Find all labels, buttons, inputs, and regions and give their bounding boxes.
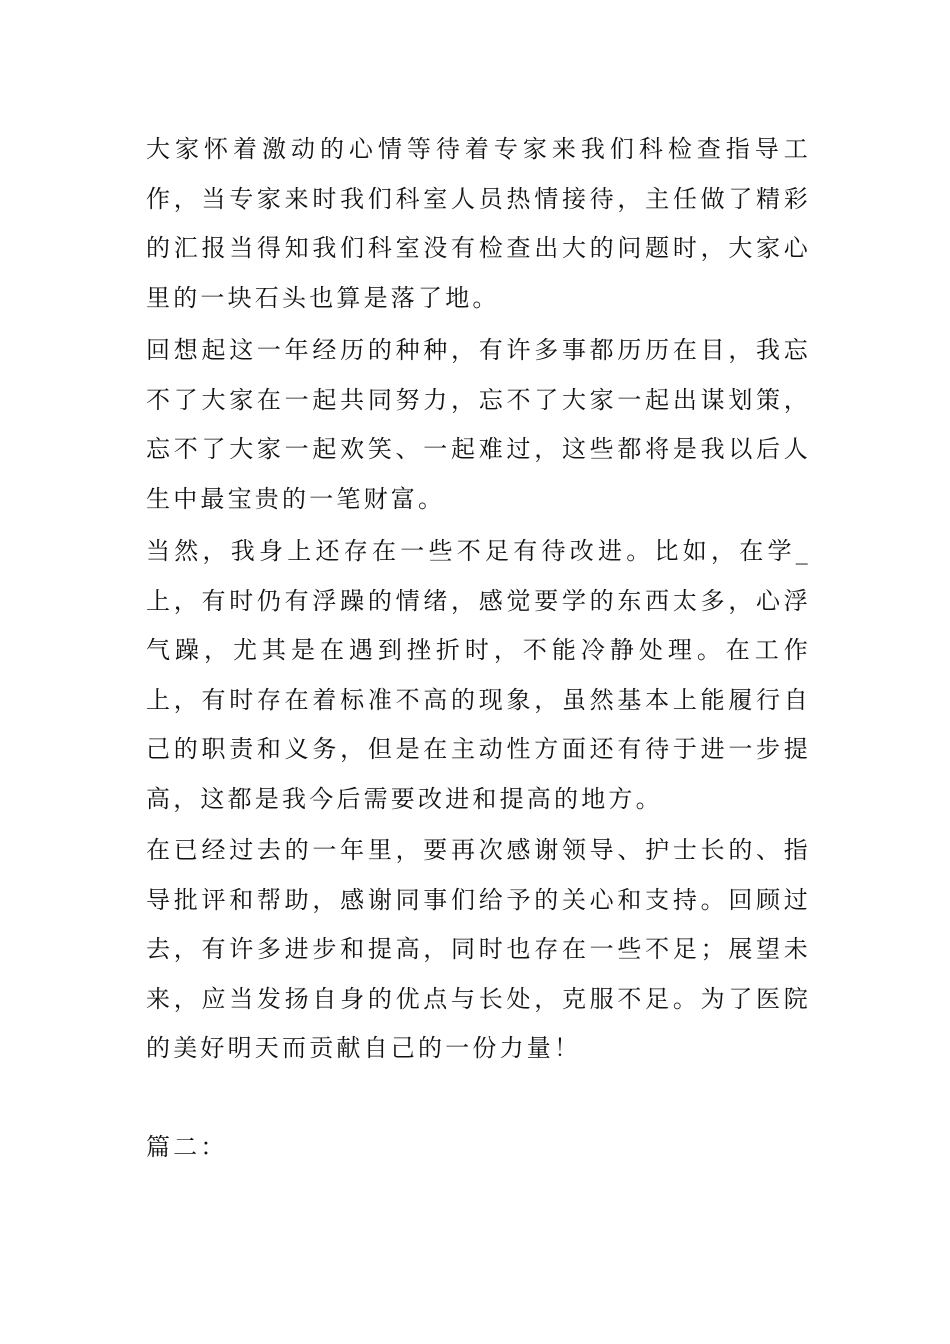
- section-heading: 篇二：: [146, 1133, 228, 1161]
- body-paragraph: 大家怀着激动的心情等待着专家来我们科检查指导工作，当专家来时我们科室人员热情接待，主任做了精彩的汇报当得知我们科室没有检查出大的问题时，大家心里的一块石头也算是落了地。: [146, 135, 811, 312]
- body-paragraph: 当然，我身上还存在一些不足有待改进。比如，在学_上，有时仍有浮躁的情绪，感觉要学的东西太多，心浮气躁，尤其是在遇到挫折时，不能冷静处理。在工作上，有时存在着标准不高的现象，虽然基本上能履行自己的职责和义务，但是在主动性方面还有待于进一步提高，这都是我今后需要改进和提高的地方。: [146, 537, 811, 813]
- body-paragraph: 回想起这一年经历的种种，有许多事都历历在目，我忘不了大家在一起共同努力，忘不了大家一起出谋划策，忘不了大家一起欢笑、一起难过，这些都将是我以后人生中最宝贵的一笔财富。: [146, 336, 811, 513]
- body-paragraph: 在已经过去的一年里，要再次感谢领导、护士长的、指导批评和帮助，感谢同事们给予的关心和支持。回顾过去，有许多进步和提高，同时也存在一些不足；展望未来，应当发扬自身的优点与长处，克服不足。为了医院的美好明天而贡献自己的一份力量！: [146, 836, 811, 1062]
